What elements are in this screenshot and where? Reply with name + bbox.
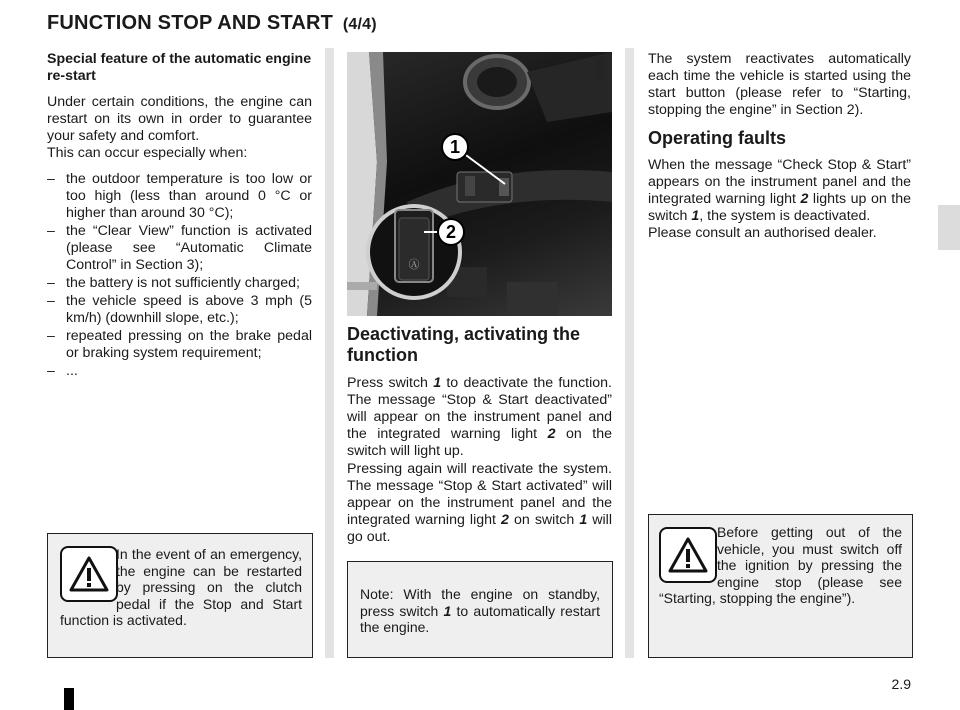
list-item — [47, 223, 312, 274]
deactivate-paragraph — [347, 375, 612, 460]
p1-d: 2 — [547, 426, 556, 442]
emergency-warning-text: In the event of an emergency, the engine can be restarted by pressing on the clutch pedal if the Stop and Start function is activated. — [60, 546, 302, 628]
exit-vehicle-warning-box — [648, 514, 913, 658]
conditions-list — [47, 171, 312, 380]
exit-warning-text-wrap — [659, 524, 902, 607]
list-item-text: the “Clear View” function is activated (please see “Automatic Climate Control” in Section 3); — [66, 223, 312, 273]
photo-illustration — [347, 52, 612, 316]
r2-c: lights up on the switch — [648, 191, 912, 224]
r2-b: 2 — [800, 191, 809, 207]
list-dash: – — [47, 328, 55, 344]
column-divider-left — [325, 48, 334, 658]
callout-1-label: 1 — [449, 137, 461, 157]
list-item — [47, 275, 312, 292]
emergency-warning-box — [47, 533, 313, 658]
list-item-text: ... — [66, 363, 78, 379]
list-item-text: the vehicle speed is above 3 mph (5 km/h) (downhill slope, etc.); — [66, 293, 312, 326]
title-main: FUNCTION STOP AND START — [47, 12, 334, 34]
note-c: to automatically restart the engine. — [360, 602, 600, 635]
section-heading-faults: Operating faults — [648, 128, 787, 148]
image-reference — [595, 37, 605, 82]
reactivation-paragraph: The system reactivates automatically each time the vehicle is started using the start button (please refer to “Starting, stopping the engine” in Section 2). — [648, 51, 911, 118]
reactivate-paragraph — [347, 461, 612, 546]
r2-a: When the message “Check Stop & Start” appears on the instrument panel and the integrated warning light — [648, 157, 911, 207]
column-divider-right — [625, 48, 634, 658]
p1-b: 1 — [433, 375, 442, 391]
p2-d: 1 — [579, 512, 588, 528]
p1-a: Press switch — [347, 375, 434, 391]
callout-2-label: 2 — [445, 222, 457, 242]
r2-d: 1 — [691, 208, 700, 224]
list-item — [47, 293, 312, 327]
list-dash: – — [47, 171, 55, 187]
faults-paragraph — [648, 157, 911, 225]
list-dash: – — [47, 223, 55, 239]
list-dash: – — [47, 275, 55, 291]
svg-text:Ⓐ: Ⓐ — [408, 258, 420, 271]
left-column — [47, 51, 312, 381]
intro-paragraph — [47, 94, 312, 162]
right-column — [648, 51, 911, 251]
standby-note-box — [347, 561, 613, 658]
list-dash: – — [47, 363, 55, 379]
corner-mark — [64, 688, 74, 710]
p1-c: to deactivate the function. The message “Stop & Start deactivated” will appear on the instrument panel and the integrated warning light — [347, 375, 612, 442]
p2-e: will go out. — [347, 512, 612, 545]
section-tab-marker — [938, 205, 960, 250]
list-item — [47, 171, 312, 222]
intro-text-2: This can occur especially when: — [47, 145, 248, 161]
p1-e: on the switch will light up. — [347, 426, 612, 459]
p2-c: on switch — [508, 512, 580, 528]
title-pagination: (4/4) — [342, 16, 377, 33]
dashboard-switch-photo — [347, 52, 612, 316]
list-item — [47, 363, 312, 380]
emergency-warning-text-wrap — [60, 546, 302, 629]
list-item-text: the outdoor temperature is too low or too high (less than around 0 °C or higher than around 30 °C); — [66, 171, 312, 221]
middle-column — [347, 324, 612, 555]
note-b: 1 — [443, 602, 452, 619]
section-heading-deactivate: Deactivating, activating the function — [347, 324, 581, 365]
dealer-paragraph: Please consult an authorised dealer. — [648, 225, 877, 241]
note-a: Note: With the engine on standby, press switch — [360, 586, 600, 619]
r2-e: , the system is deactivated. — [699, 208, 871, 224]
list-dash: – — [47, 293, 55, 309]
list-item-text: repeated pressing on the brake pedal or braking system requirement; — [66, 328, 312, 361]
page-number: 2.9 — [891, 676, 911, 692]
standby-note-text — [360, 586, 600, 636]
image-reference-text: 38130 — [595, 56, 605, 82]
page-title — [47, 12, 377, 35]
list-item — [47, 328, 312, 362]
exit-warning-text: Before getting out of the vehicle, you must switch off the ignition by pressing the engine stop (please see “Starting, stopping the engine”). — [659, 524, 902, 606]
list-item-text: the battery is not sufficiently charged; — [66, 275, 300, 291]
p2-a: Pressing again will reactivate the system. The message “Stop & Start activated” will appear on the instrument panel and the integrated warning light — [347, 461, 612, 528]
section-heading-restart: Special feature of the automatic engine re-start — [47, 51, 312, 84]
p2-b: 2 — [501, 512, 509, 528]
intro-text: Under certain conditions, the engine can restart on its own in order to guarantee your safety and comfort. — [47, 94, 312, 144]
